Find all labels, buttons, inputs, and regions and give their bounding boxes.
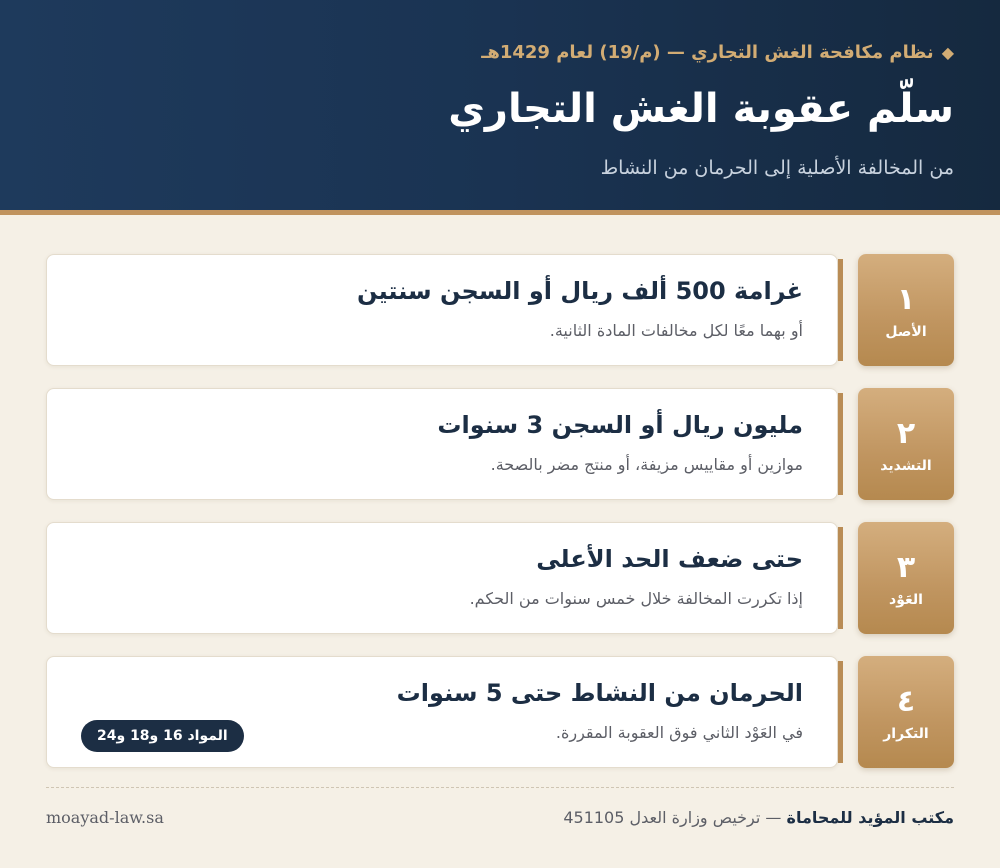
ladder-step-2 <box>46 388 954 500</box>
step-badge <box>858 656 954 768</box>
step-description: إذا تكررت المخالفة خلال خمس سنوات من الحكم. <box>469 589 803 608</box>
step-heading: غرامة 500 ألف ريال أو السجن سنتين <box>357 277 803 305</box>
step-number: ١ <box>896 282 916 317</box>
step-description: موازين أو مقاييس مزيفة، أو منتج مضر بالصحة. <box>490 455 803 474</box>
step-heading: حتى ضعف الحد الأعلى <box>536 545 803 573</box>
step-number: ٤ <box>896 684 916 719</box>
step-description: أو بهما معًا لكل مخالفات المادة الثانية. <box>549 321 803 340</box>
step-description: في العَوْد الثاني فوق العقوبة المقررة. <box>555 723 803 742</box>
accent-bar <box>838 393 843 495</box>
ladder-step-1 <box>46 254 954 366</box>
accent-bar <box>838 661 843 763</box>
step-label: العَوْد <box>889 592 923 608</box>
step-badge <box>858 254 954 366</box>
ladder-step-3 <box>46 522 954 634</box>
step-card <box>46 656 838 768</box>
footer-credit <box>563 808 954 827</box>
step-card <box>46 388 838 500</box>
page-subtitle: من المخالفة الأصلية إلى الحرمان من النشاط <box>600 157 954 179</box>
page-header <box>0 0 1000 215</box>
step-label: التشديد <box>880 458 932 474</box>
ladder-step-4 <box>46 656 954 768</box>
page-title: سلّم عقوبة الغش التجاري <box>448 86 954 132</box>
accent-bar <box>838 527 843 629</box>
footer-divider <box>46 787 954 788</box>
step-heading: الحرمان من النشاط حتى 5 سنوات <box>396 679 803 707</box>
step-label: الأصل <box>885 324 927 340</box>
articles-badge: المواد 16 و18 و24 <box>81 720 244 752</box>
step-label: التكرار <box>883 726 929 742</box>
step-badge <box>858 388 954 500</box>
accent-bar <box>838 259 843 361</box>
step-number: ٣ <box>896 550 916 585</box>
step-card <box>46 254 838 366</box>
step-heading: مليون ريال أو السجن 3 سنوات <box>437 411 803 439</box>
step-card <box>46 522 838 634</box>
firm-name: مكتب المؤيد للمحاماة <box>786 808 954 827</box>
step-badge <box>858 522 954 634</box>
law-reference-text: نظام مكافحة الغش التجاري — (م/19) لعام 1429هـ <box>481 42 934 63</box>
law-reference <box>481 42 954 63</box>
website-link[interactable]: moayad-law.sa <box>46 808 164 827</box>
diamond-icon: ◆ <box>941 43 954 62</box>
penalty-ladder <box>46 254 954 790</box>
step-number: ٢ <box>896 416 916 451</box>
license-text: — ترخيص وزارة العدل 451105 <box>563 808 787 827</box>
